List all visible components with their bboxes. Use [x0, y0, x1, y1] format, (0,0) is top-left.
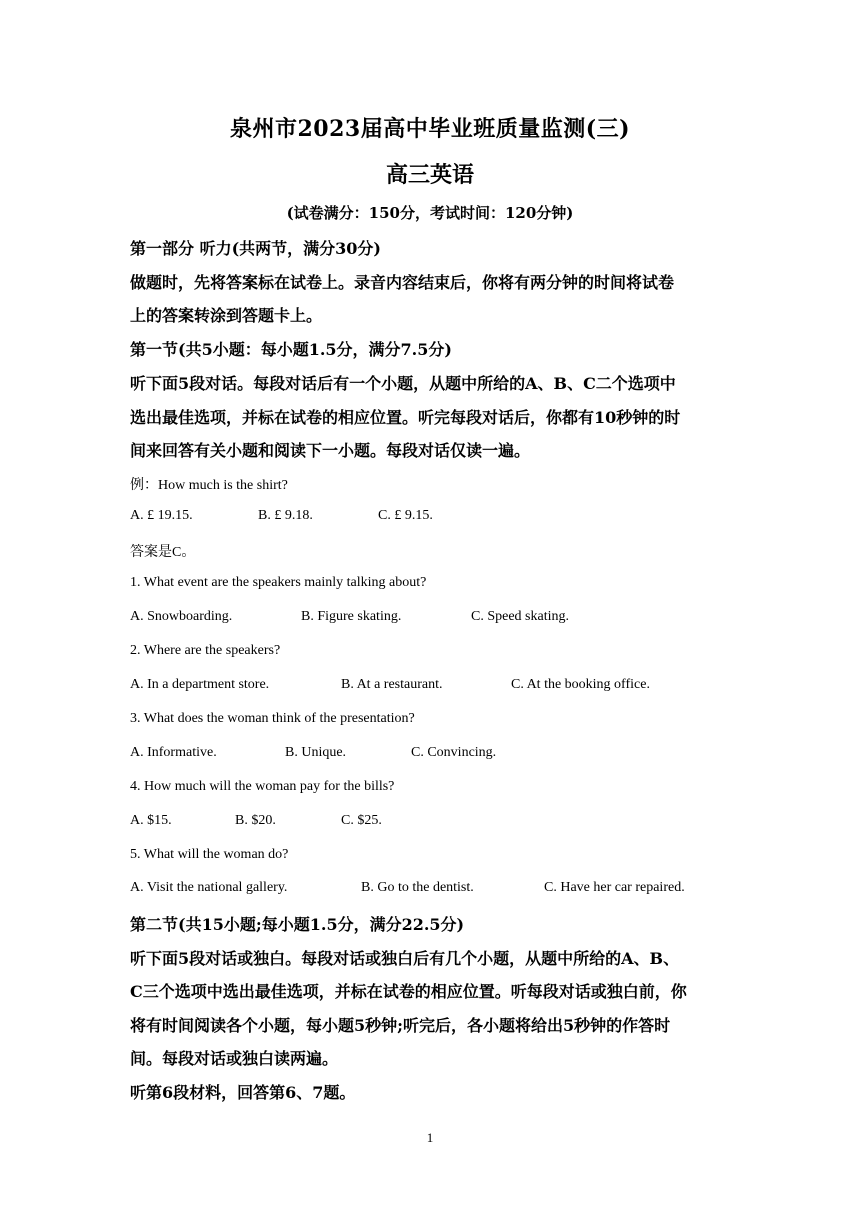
page-number: 1 — [426, 1130, 434, 1145]
option: B. Unique. — [285, 745, 347, 760]
option: C. Have her car repaired. — [544, 880, 685, 895]
section2-heading: 第二节(共15小题;每小题1.5分，满分22.5分) — [130, 915, 465, 934]
option: C. $25. — [341, 813, 382, 828]
question-text: 1. What event are the speakers mainly talking about? — [130, 575, 427, 590]
option: A. Snowboarding. — [130, 609, 233, 624]
exam-title: 泉州市2023届高中毕业班质量监测(三) — [229, 116, 631, 142]
option: B. Go to the dentist. — [361, 880, 474, 895]
question-text: 3. What does the woman think of the presentation? — [130, 711, 415, 726]
option: C. £ 9.15. — [378, 508, 433, 523]
part1-instruction-line: 做题时，先将答案标在试卷上。录音内容结束后，你将有两分钟的时间将试卷 — [130, 273, 675, 292]
option: C. Convincing. — [411, 745, 497, 760]
section2-instruction-line: C三个选项中选出最佳选项，并标在试卷的相应位置。听每段对话或独白前，你 — [130, 982, 687, 1001]
option: A. $15. — [130, 813, 172, 828]
question-text: 5. What will the woman do? — [130, 847, 289, 862]
part1-heading: 第一部分 听力(共两节，满分30分) — [130, 239, 381, 258]
section1-instruction-line: 间来回答有关小题和阅读下一小题。每段对话仅读一遍。 — [130, 441, 531, 460]
part1-instruction-line: 上的答案转涂到答题卡上。 — [130, 306, 323, 325]
section2-instruction-line: 间。每段对话或独白读两遍。 — [130, 1049, 339, 1068]
option: B. Figure skating. — [301, 609, 402, 624]
option: B. At a restaurant. — [341, 677, 443, 692]
question-text: 4. How much will the woman pay for the bills? — [130, 779, 395, 794]
exam-subject: 高三英语 — [385, 162, 474, 188]
example-answer: 答案是C。 — [130, 545, 196, 560]
option: B. £ 9.18. — [258, 508, 313, 523]
question-text: 2. Where are the speakers? — [130, 643, 281, 658]
section1-heading: 第一节(共5小题：每小题1.5分，满分7.5分) — [130, 340, 452, 359]
option: A. £ 19.15. — [130, 508, 193, 523]
section1-instruction-line: 听下面5段对话。每段对话后有一个小题，从题中所给的A、B、C二个选项中 — [130, 374, 676, 393]
option: C. At the booking office. — [511, 677, 650, 692]
option: A. Informative. — [130, 745, 217, 760]
section2-instruction-line: 将有时间阅读各个小题，每小题5秒钟;听完后，各小题将给出5秒钟的作答时 — [130, 1016, 671, 1035]
option: B. $20. — [235, 813, 276, 828]
exam-info: (试卷满分：150分，考试时间：120分钟) — [286, 204, 574, 222]
example-question: 例：How much is the shirt? — [130, 478, 288, 493]
section2-material: 听第6段材料，回答第6、7题。 — [130, 1083, 356, 1102]
option: C. Speed skating. — [471, 609, 569, 624]
option: A. Visit the national gallery. — [130, 880, 288, 895]
section2-instruction-line: 听下面5段对话或独白。每段对话或独白后有几个小题，从题中所给的A、B、 — [130, 949, 680, 968]
section1-instruction-line: 选出最佳选项，并标在试卷的相应位置。听完每段对话后，你都有10秒钟的时 — [130, 408, 681, 427]
option: A. In a department store. — [130, 677, 270, 692]
